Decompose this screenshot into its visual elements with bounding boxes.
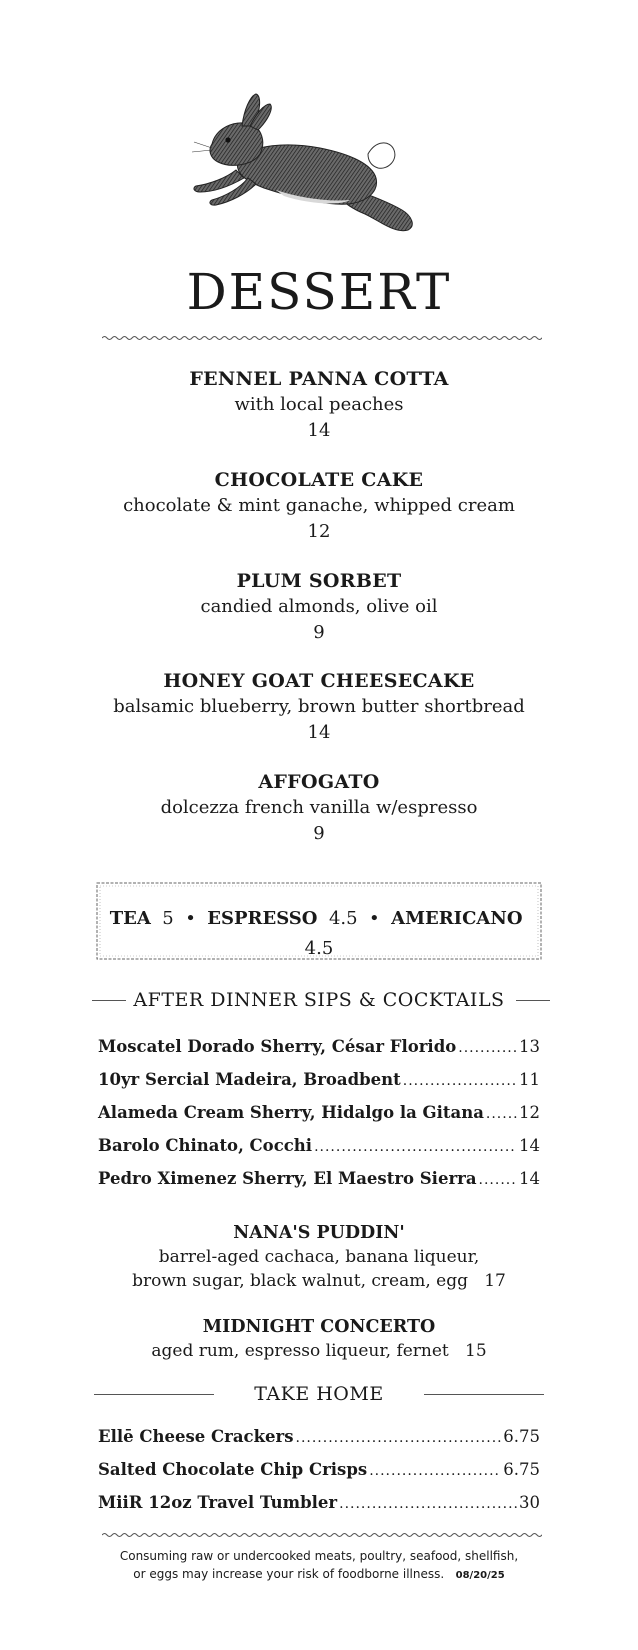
dessert-item	[0, 568, 638, 646]
dessert-description: dolcezza french vanilla w/espresso	[160, 797, 478, 818]
sip-name: Barolo Chinato, Cocchi	[98, 1136, 313, 1155]
wavy-divider	[102, 334, 542, 342]
leader-dots	[486, 1102, 517, 1126]
sip-row	[98, 1068, 540, 1093]
dessert-name: FENNEL PANNA COTTA	[189, 368, 449, 390]
take-home-row	[98, 1458, 540, 1483]
dessert-price: 14	[307, 722, 331, 743]
dessert-description: balsamic blueberry, brown butter shortbread	[113, 696, 525, 717]
dessert-price: 12	[307, 521, 331, 542]
coffee-item-name: ESPRESSO	[207, 908, 318, 929]
coffee-item-price: 5	[162, 908, 174, 929]
cocktail-item	[0, 1221, 638, 1293]
coffee-item-name: AMERICANO	[391, 908, 523, 929]
sip-name: Moscatel Dorado Sherry, César Florido	[98, 1037, 457, 1056]
section-title-sips: AFTER DINNER SIPS & COCKTAILS	[133, 989, 505, 1011]
take-home-row	[98, 1491, 540, 1516]
cocktail-price: 17	[484, 1271, 506, 1291]
dessert-item	[0, 668, 638, 746]
dessert-name: PLUM SORBET	[236, 570, 402, 592]
cocktail-description: aged rum, espresso liqueur, fernet	[151, 1341, 449, 1361]
dessert-description: with local peaches	[234, 394, 404, 415]
take-home-price: 30	[519, 1493, 540, 1512]
notice-line: Consuming raw or undercooked meats, poultry, seafood, shellfish,	[119, 1549, 519, 1563]
notice-line-2	[0, 1565, 638, 1585]
page-title: DESSERT	[186, 263, 452, 321]
menu-date: 08/20/25	[455, 1570, 505, 1581]
sip-name: 10yr Sercial Madeira, Broadbent	[98, 1070, 401, 1089]
section-title-take-home: TAKE HOME	[254, 1383, 384, 1405]
sip-price: 14	[519, 1169, 540, 1188]
bullet-separator: •	[185, 908, 196, 929]
dessert-price: 14	[307, 420, 331, 441]
sip-row	[98, 1167, 540, 1192]
dessert-item	[0, 467, 638, 545]
rabbit-illustration	[190, 92, 430, 242]
dessert-name: CHOCOLATE CAKE	[214, 469, 424, 491]
coffee-menu	[94, 904, 544, 964]
sip-price: 14	[519, 1136, 540, 1155]
sip-row	[98, 1134, 540, 1159]
leader-dots	[314, 1135, 517, 1159]
take-home-name: Ellē Cheese Crackers	[98, 1427, 294, 1446]
sip-row	[98, 1101, 540, 1126]
section-rule	[516, 1000, 550, 1001]
take-home-price: 6.75	[503, 1427, 540, 1446]
cocktail-description-line	[0, 1339, 638, 1363]
sip-price: 11	[519, 1070, 540, 1089]
wavy-divider	[102, 1531, 542, 1539]
leader-dots	[339, 1492, 517, 1516]
dessert-description: candied almonds, olive oil	[200, 596, 438, 617]
cocktail-name: NANA'S PUDDIN'	[233, 1223, 405, 1243]
dessert-name: HONEY GOAT CHEESECAKE	[163, 670, 475, 692]
bullet-separator: •	[369, 908, 380, 929]
sip-name: Pedro Ximenez Sherry, El Maestro Sierra	[98, 1169, 477, 1188]
dessert-price: 9	[313, 823, 325, 844]
take-home-price: 6.75	[503, 1460, 540, 1479]
leader-dots	[296, 1426, 502, 1450]
coffee-item-price: 4.5	[328, 908, 358, 929]
dessert-description: chocolate & mint ganache, whipped cream	[123, 495, 515, 516]
dessert-item	[0, 366, 638, 444]
section-rule	[424, 1394, 544, 1395]
dessert-name: AFFOGATO	[258, 771, 380, 793]
take-home-name: Salted Chocolate Chip Crisps	[98, 1460, 368, 1479]
coffee-item-name: TEA	[109, 908, 151, 929]
sip-row	[98, 1035, 540, 1060]
food-safety-notice	[0, 1547, 638, 1585]
leader-dots	[403, 1069, 517, 1093]
leader-dots	[479, 1168, 517, 1192]
take-home-row	[98, 1425, 540, 1450]
leader-dots	[458, 1036, 517, 1060]
coffee-item-price: 4.5	[304, 938, 334, 959]
dessert-price: 9	[313, 622, 325, 643]
cocktail-item	[0, 1315, 638, 1363]
sip-name: Alameda Cream Sherry, Hidalgo la Gitana	[98, 1103, 484, 1122]
cocktail-description: brown sugar, black walnut, cream, egg	[132, 1271, 468, 1291]
cocktail-description: barrel-aged cachaca, banana liqueur,	[158, 1247, 480, 1267]
leader-dots	[369, 1459, 501, 1483]
cocktail-description-line2	[0, 1269, 638, 1293]
sip-price: 12	[519, 1103, 540, 1122]
notice-line: or eggs may increase your risk of foodborne illness.	[133, 1567, 445, 1581]
take-home-name: MiiR 12oz Travel Tumbler	[98, 1493, 338, 1512]
dessert-item	[0, 769, 638, 847]
cocktail-price: 15	[465, 1341, 487, 1361]
cocktail-name: MIDNIGHT CONCERTO	[202, 1317, 436, 1337]
sip-price: 13	[519, 1037, 540, 1056]
